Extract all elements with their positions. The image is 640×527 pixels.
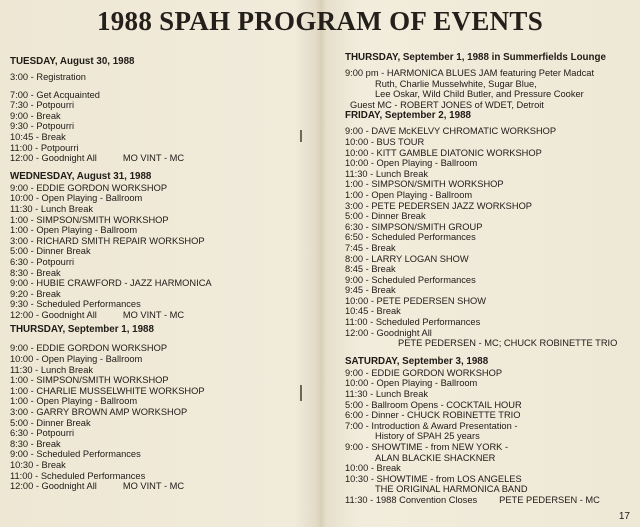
page-title: 1988 SPAH PROGRAM OF EVENTS	[96, 6, 544, 36]
thursday-lounge-section	[345, 52, 625, 110]
event-line: 1:00 - Open Playing - Ballroom	[345, 189, 473, 200]
event-line: 7:45 - Break	[345, 242, 396, 253]
thursday-section	[10, 324, 300, 491]
event-line: 6:30 - SIMPSON/SMITH GROUP	[345, 221, 483, 232]
event-line: 3:00 - RICHARD SMITH REPAIR WORKSHOP	[10, 235, 205, 246]
event-line: 9:30 - Potpourri	[10, 121, 75, 132]
event-line	[345, 495, 625, 506]
event-line: 1:00 - SIMPSON/SMITH WORKSHOP	[10, 214, 169, 225]
day-heading: THURSDAY, September 1, 1988 in Summerfields Lounge	[345, 52, 606, 63]
guest-mc-line: Guest MC - ROBERT JONES of WDET, Detroit	[350, 99, 544, 110]
event-line: 9:20 - Break	[10, 288, 61, 299]
event-line	[10, 310, 300, 321]
event-line: 10:00 - Open Playing - Ballroom	[345, 378, 478, 389]
event-line: 9:00 pm - HARMONICA BLUES JAM featuring Peter Madcat	[345, 68, 595, 78]
event-line: 6:50 - Scheduled Performances	[345, 232, 476, 243]
event-line: 1:00 - SIMPSON/SMITH WORKSHOP	[345, 179, 504, 190]
event-line: 1:00 - Open Playing - Ballroom	[10, 396, 138, 407]
event-line	[10, 481, 300, 492]
event-line: 9:00 - Break	[10, 110, 61, 121]
event-line: 10:30 - Break	[10, 460, 66, 470]
day-heading: THURSDAY, September 1, 1988	[10, 324, 154, 336]
event-line: 6:30 - Potpourri	[10, 428, 75, 439]
event-line: 9:00 - EDDIE GORDON WORKSHOP	[345, 367, 503, 378]
event-line: 9:00 - Scheduled Performances	[10, 449, 141, 460]
event-line: 11:30 - Lunch Break	[345, 389, 429, 400]
event-line: 6:00 - Dinner - CHUCK ROBINETTE TRIO	[345, 410, 521, 421]
event-line: 9:00 - SHOWTIME - from NEW YORK -	[345, 442, 509, 452]
event-line: 11:00 - Scheduled Performances	[10, 470, 146, 481]
event-line: 11:00 - Scheduled Performances	[345, 317, 481, 328]
event-line: ALAN BLACKIE SHACKNER	[375, 452, 496, 463]
staple-mark	[300, 130, 302, 142]
mc-credit: MO VINT - MC	[122, 309, 185, 320]
event-line: 9:00 - EDDIE GORDON WORKSHOP	[10, 182, 168, 193]
event-line: 12:00 - Goodnight All	[345, 327, 432, 338]
event-line: History of SPAH 25 years	[375, 431, 480, 442]
event-line: 7:00 - Get Acquainted	[10, 89, 100, 100]
event-line: 9:00 - EDDIE GORDON WORKSHOP	[10, 343, 168, 354]
event-line: 10:00 - Open Playing - Ballroom	[345, 158, 478, 169]
event-line: 10:00 - Break	[345, 463, 401, 474]
saturday-section	[345, 356, 625, 506]
event-line: 8:30 - Break	[10, 438, 61, 449]
right-column	[345, 52, 625, 506]
event-line: 10:45 - Break	[345, 306, 401, 317]
staple-mark	[300, 385, 302, 401]
event-text: 12:00 - Goodnight All	[10, 481, 97, 492]
event-line: 8:00 - LARRY LOGAN SHOW	[345, 253, 469, 264]
tuesday-section	[10, 56, 300, 164]
day-heading: SATURDAY, September 3, 1988	[345, 355, 489, 367]
event-line: 9:30 - Scheduled Performances	[10, 299, 141, 310]
mc-credit: MO VINT - MC	[122, 153, 185, 164]
event-line: 7:00 - Introduction & Award Presentation -	[345, 420, 518, 431]
event-line	[10, 153, 300, 164]
event-line: 11:00 - Potpourri	[10, 142, 79, 153]
event-line: 1:00 - Open Playing - Ballroom	[10, 225, 138, 236]
event-line: 5:00 - Dinner Break	[10, 246, 91, 257]
day-heading: WEDNESDAY, August 31, 1988	[10, 170, 152, 182]
event-line: 10:00 - Open Playing - Ballroom	[10, 193, 143, 204]
mc-credit: PETE PEDERSEN - MC; CHUCK ROBINETTE TRIO	[398, 338, 618, 349]
day-heading: TUESDAY, August 30, 1988	[10, 56, 135, 67]
event-line: 8:45 - Break	[345, 264, 396, 275]
event-line: 10:45 - Break	[10, 131, 66, 142]
friday-section	[345, 110, 625, 348]
day-heading: FRIDAY, September 2, 1988	[345, 110, 471, 122]
event-line: 11:30 - Lunch Break	[10, 364, 94, 375]
event-line: Ruth, Charlie Musselwhite, Sugar Blue,	[375, 78, 537, 89]
event-text: 12:00 - Goodnight All	[10, 309, 97, 320]
event-line: 9:00 - HUBIE CRAWFORD - JAZZ HARMONICA	[10, 278, 212, 289]
event-text: 12:00 - Goodnight All	[10, 153, 97, 164]
event-line: 3:00 - PETE PEDERSEN JAZZ WORKSHOP	[345, 200, 533, 211]
page-number: 17	[618, 511, 630, 522]
event-line: 11:30 - Lunch Break	[10, 203, 94, 214]
event-line: 11:30 - Lunch Break	[345, 168, 429, 179]
event-line: 10:00 - Open Playing - Ballroom	[10, 354, 143, 365]
mc-credit: PETE PEDERSEN - MC	[499, 494, 600, 505]
event-line: Lee Oskar, Wild Child Butler, and Pressure Cooker	[375, 89, 584, 100]
event-line: 6:30 - Potpourri	[10, 256, 75, 267]
event-line: 5:00 - Ballroom Opens - COCKTAIL HOUR	[345, 399, 522, 410]
event-line: 10:30 - SHOWTIME - from LOS ANGELES	[345, 473, 522, 484]
event-line: 10:00 - KITT GAMBLE DIATONIC WORKSHOP	[345, 147, 542, 158]
event-line: 9:00 - Scheduled Performances	[345, 274, 476, 285]
wednesday-section	[10, 171, 300, 321]
event-line: 9:45 - Break	[345, 285, 396, 296]
event-line: 1:00 - SIMPSON/SMITH WORKSHOP	[10, 375, 169, 386]
event-line: 5:00 - Dinner Break	[10, 417, 91, 428]
mc-credit: MO VINT - MC	[122, 481, 185, 492]
event-line: 5:00 - Dinner Break	[345, 211, 426, 222]
event-line: 10:00 - PETE PEDERSEN SHOW	[345, 295, 487, 306]
event-line: THE ORIGINAL HARMONICA BAND	[375, 484, 528, 495]
event-line: 7:30 - Potpourri	[10, 100, 75, 111]
event-text: 11:30 - 1988 Convention Closes	[345, 494, 478, 505]
event-line: 1:00 - CHARLIE MUSSELWHITE WORKSHOP	[10, 385, 205, 396]
event-line: 8:30 - Break	[10, 267, 61, 278]
event-line: 9:00 - DAVE McKELVY CHROMATIC WORKSHOP	[345, 126, 557, 137]
event-line: 3:00 - GARRY BROWN AMP WORKSHOP	[10, 407, 188, 418]
event-line: 10:00 - BUS TOUR	[345, 136, 425, 147]
event-line: 3:00 - Registration	[10, 72, 86, 82]
left-column	[10, 56, 300, 492]
